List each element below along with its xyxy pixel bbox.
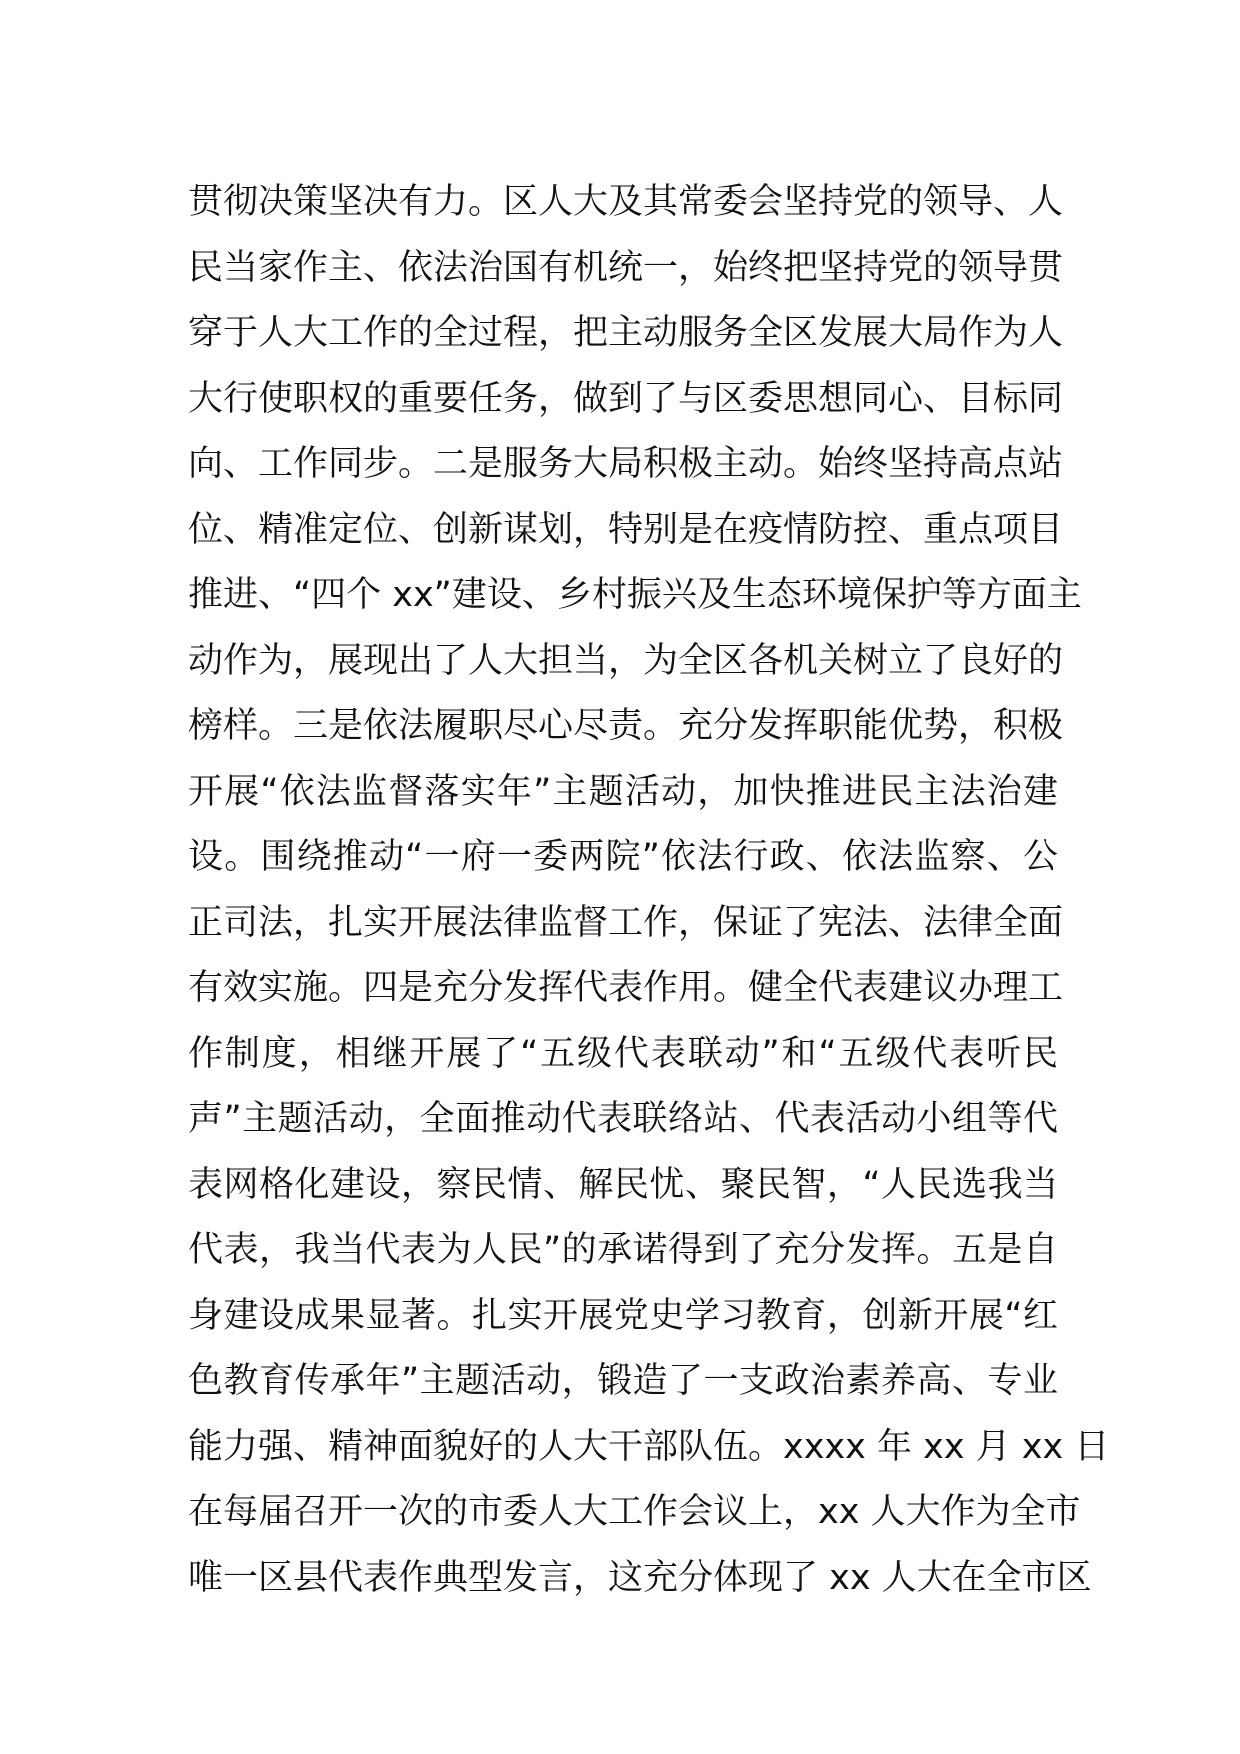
text-line: 位、精准定位、创新谋划，特别是在疫情防控、重点项目 [188, 509, 1064, 550]
text-line: 向、工作同步。二是服务大局积极主动。始终坚持高点站 [188, 444, 1064, 484]
text-line: 作制度，相继开展了“五级代表联动”和“五级代表听民 [188, 1033, 1058, 1074]
text-line: 在每届召开一次的市委人大工作会议上，xx 人大作为全市 [188, 1492, 1081, 1532]
text-line: 代表，我当代表为人民”的承诺得到了充分发挥。五是自 [188, 1230, 1058, 1270]
text-line: 设。围绕推动“一府一委两院”依法行政、依法监察、公 [188, 837, 1058, 877]
body-paragraph [188, 170, 1110, 1611]
text-line: 穿于人大工作的全过程，把主动服务全区发展大局作为人 [188, 313, 1064, 353]
text-line: 色教育传承年”主题活动，锻造了一支政治素养高、专业 [188, 1361, 1058, 1401]
text-line: 能力强、精神面貌好的人大干部队伍。xxxx 年 xx 月 xx 日 [188, 1426, 1110, 1467]
text-line: 正司法，扎实开展法律监督工作，保证了宪法、法律全面 [188, 902, 1064, 943]
text-line: 推进、“四个 xx”建设、乡村振兴及生态环境保护等方面主 [188, 575, 1082, 615]
text-line: 榜样。三是依法履职尽心尽责。充分发挥职能优势，积极 [188, 706, 1064, 746]
text-line: 身建设成果显著。扎实开展党史学习教育，创新开展“红 [188, 1295, 1058, 1336]
text-line: 唯一区县代表作典型发言，这充分体现了 xx 人大在全市区 [188, 1557, 1092, 1598]
text-line: 大行使职权的重要任务，做到了与区委思想同心、目标同 [188, 378, 1064, 419]
text-line: 表网格化建设，察民情、解民忧、聚民智，“人民选我当 [188, 1164, 1058, 1205]
text-line: 声”主题活动，全面推动代表联络站、代表活动小组等代 [188, 1099, 1058, 1139]
text-line: 贯彻决策坚决有力。区人大及其常委会坚持党的领导、人 [188, 182, 1064, 222]
text-line: 民当家作主、依法治国有机统一，始终把坚持党的领导贯 [188, 247, 1064, 288]
text-line: 动作为，展现出了人大担当，为全区各机关树立了良好的 [188, 640, 1064, 681]
text-line: 开展“依法监督落实年”主题活动，加快推进民主法治建 [188, 771, 1058, 812]
text-line: 有效实施。四是充分发挥代表作用。健全代表建议办理工 [188, 968, 1064, 1008]
